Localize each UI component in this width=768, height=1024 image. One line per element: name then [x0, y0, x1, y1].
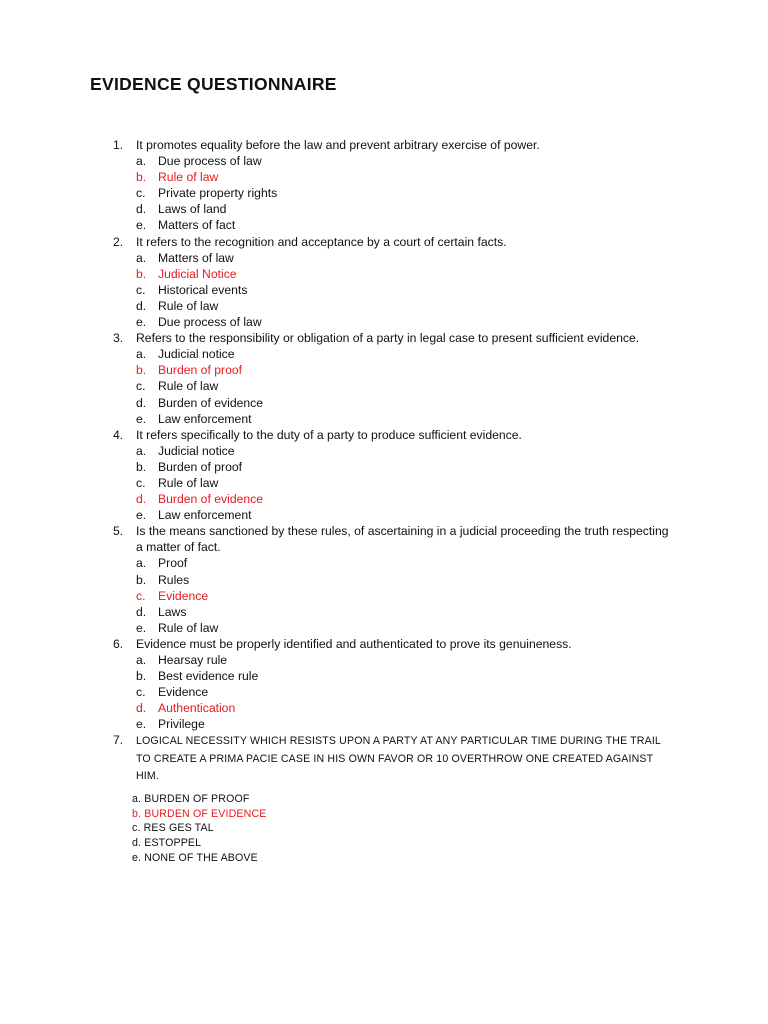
question-number: 2. — [113, 234, 124, 249]
question-text: Evidence must be properly identified and authenticated to prove its genuineness. — [136, 636, 572, 651]
choice-item — [0, 411, 768, 427]
choice-letter: a. — [136, 154, 147, 169]
question-number: 5. — [113, 524, 124, 539]
question-item — [0, 427, 768, 524]
choice-text: Evidence — [158, 588, 209, 603]
question-text: Refers to the responsibility or obligation of a party in legal case to present sufficient evidence. — [136, 331, 640, 346]
choice-text: Matters of law — [158, 250, 234, 265]
choice-item: a. BURDEN OF PROOF — [132, 793, 250, 806]
choice-text: Evidence — [158, 685, 209, 700]
question-item — [0, 234, 768, 331]
choice-letter: e. — [136, 315, 147, 330]
choice-text: Judicial notice — [158, 347, 235, 362]
choice-item — [0, 169, 768, 185]
choice-letter: b. — [136, 266, 147, 281]
question-number: 1. — [113, 138, 124, 152]
choice-list — [0, 792, 768, 866]
question-item — [0, 732, 768, 865]
choice-item — [0, 700, 768, 716]
choice-text: Burden of proof — [158, 363, 243, 378]
choice-letter: a. — [136, 556, 147, 571]
choice-text: Burden of evidence — [158, 395, 264, 410]
choice-item: b. BURDEN OF EVIDENCE — [132, 807, 267, 820]
question-number: 4. — [113, 427, 124, 442]
choice-item — [0, 282, 768, 298]
page-title: EVIDENCE QUESTIONNAIRE — [90, 74, 337, 94]
choice-list — [0, 346, 768, 426]
choice-item — [0, 362, 768, 378]
choice-text: Rule of law — [158, 170, 219, 185]
choice-item — [0, 201, 768, 217]
choice-letter: a. — [136, 347, 147, 362]
choice-text: Rules — [158, 572, 190, 587]
question-text: It refers specifically to the duty of a party to produce sufficient evidence. — [136, 427, 522, 442]
choice-text: Laws of land — [158, 202, 227, 217]
choice-item — [0, 185, 768, 201]
choice-item — [0, 314, 768, 330]
choice-letter: c. — [136, 685, 146, 700]
choice-letter: d. — [136, 395, 147, 410]
choice-item — [0, 491, 768, 507]
choice-letter: d. — [136, 492, 147, 507]
choice-text: Rule of law — [158, 298, 219, 313]
choice-letter: d. — [136, 298, 147, 313]
choice-list — [0, 443, 768, 523]
choice-item — [0, 507, 768, 523]
choice-text: Authentication — [158, 701, 236, 716]
choice-text: Burden of evidence — [158, 492, 264, 507]
question-text: It promotes equality before the law and prevent arbitrary exercise of power. — [136, 138, 540, 152]
choice-letter: e. — [136, 411, 147, 426]
choice-letter: e. — [136, 508, 147, 523]
choice-item — [0, 217, 768, 233]
choice-letter: b. — [136, 572, 147, 587]
choice-item — [0, 346, 768, 362]
choice-item: d. ESTOPPEL — [132, 837, 202, 850]
choice-text: Due process of law — [158, 154, 262, 169]
choice-item — [0, 459, 768, 475]
choice-letter: d. — [136, 202, 147, 217]
choice-item — [0, 555, 768, 571]
choice-list — [0, 153, 768, 233]
choice-letter: c. — [136, 282, 146, 297]
choice-letter: b. — [136, 669, 147, 684]
choice-list — [0, 250, 768, 330]
choice-text: Best evidence rule — [158, 669, 259, 684]
question-text: LOGICAL NECESSITY WHICH RESISTS UPON A PARTY AT ANY PARTICULAR TIME DURING THE TRAIL TO CREATE A PRIMA PACIE CASE IN HIS OWN FAVOR OR 10 OVERTHROW ONE CREATED AGAINST HIM. — [136, 735, 661, 782]
choice-text: Judicial Notice — [158, 266, 237, 281]
choice-item — [0, 652, 768, 668]
choice-text: Rule of law — [158, 475, 219, 490]
question-number: 7. — [113, 733, 124, 748]
choice-letter: c. — [136, 186, 146, 201]
choice-letter: b. — [136, 363, 147, 378]
choice-item — [0, 266, 768, 282]
choice-text: Rule of law — [158, 620, 219, 635]
choice-letter: c. — [136, 475, 146, 490]
choice-letter: a. — [136, 653, 147, 667]
choice-letter: b. — [136, 170, 147, 185]
choice-text: Rule of law — [158, 379, 219, 394]
choice-item — [0, 604, 768, 620]
choice-item — [0, 716, 768, 732]
question-list — [0, 137, 768, 866]
choice-list — [0, 555, 768, 635]
choice-item — [0, 684, 768, 700]
choice-item — [0, 620, 768, 636]
choice-item — [0, 378, 768, 394]
choice-letter: e. — [136, 717, 147, 732]
choice-letter: a. — [136, 250, 147, 265]
choice-item — [0, 250, 768, 266]
question-text: Is the means sanctioned by these rules, of ascertaining in a judicial proceeding the truth respecting a matter of fact. — [136, 524, 669, 555]
choice-item: c. RES GES TAL — [132, 822, 214, 835]
choice-item — [0, 153, 768, 169]
question-item — [0, 523, 768, 636]
choice-text: Judicial notice — [158, 443, 235, 458]
choice-letter: e. — [136, 218, 147, 233]
question-number: 3. — [113, 331, 124, 346]
choice-item: e. NONE OF THE ABOVE — [132, 851, 258, 864]
choice-item — [0, 298, 768, 314]
question-item — [0, 636, 768, 733]
choice-list — [0, 652, 768, 732]
choice-text: Proof — [158, 556, 188, 571]
choice-letter: a. — [136, 443, 147, 458]
choice-item — [0, 572, 768, 588]
choice-letter: e. — [136, 620, 147, 635]
question-item — [0, 330, 768, 427]
choice-letter: b. — [136, 459, 147, 474]
choice-item — [0, 443, 768, 459]
question-item — [0, 137, 768, 234]
question-text: It refers to the recognition and acceptance by a court of certain facts. — [136, 234, 507, 249]
choice-letter: c. — [136, 588, 146, 603]
choice-letter: c. — [136, 379, 146, 394]
choice-letter: d. — [136, 701, 147, 716]
choice-text: Historical events — [158, 282, 248, 297]
choice-letter: d. — [136, 604, 147, 619]
choice-item — [0, 475, 768, 491]
choice-text: Burden of proof — [158, 459, 243, 474]
choice-text: Laws — [158, 604, 187, 619]
choice-text: Privilege — [158, 717, 205, 732]
choice-item — [0, 668, 768, 684]
choice-text: Due process of law — [158, 315, 262, 330]
choice-item — [0, 395, 768, 411]
question-number: 6. — [113, 636, 124, 651]
choice-text: Matters of fact — [158, 218, 236, 233]
choice-text: Private property rights — [158, 186, 278, 201]
choice-text: Hearsay rule — [158, 653, 228, 667]
choice-item — [0, 588, 768, 604]
choice-text: Law enforcement — [158, 411, 252, 426]
choice-text: Law enforcement — [158, 508, 252, 523]
